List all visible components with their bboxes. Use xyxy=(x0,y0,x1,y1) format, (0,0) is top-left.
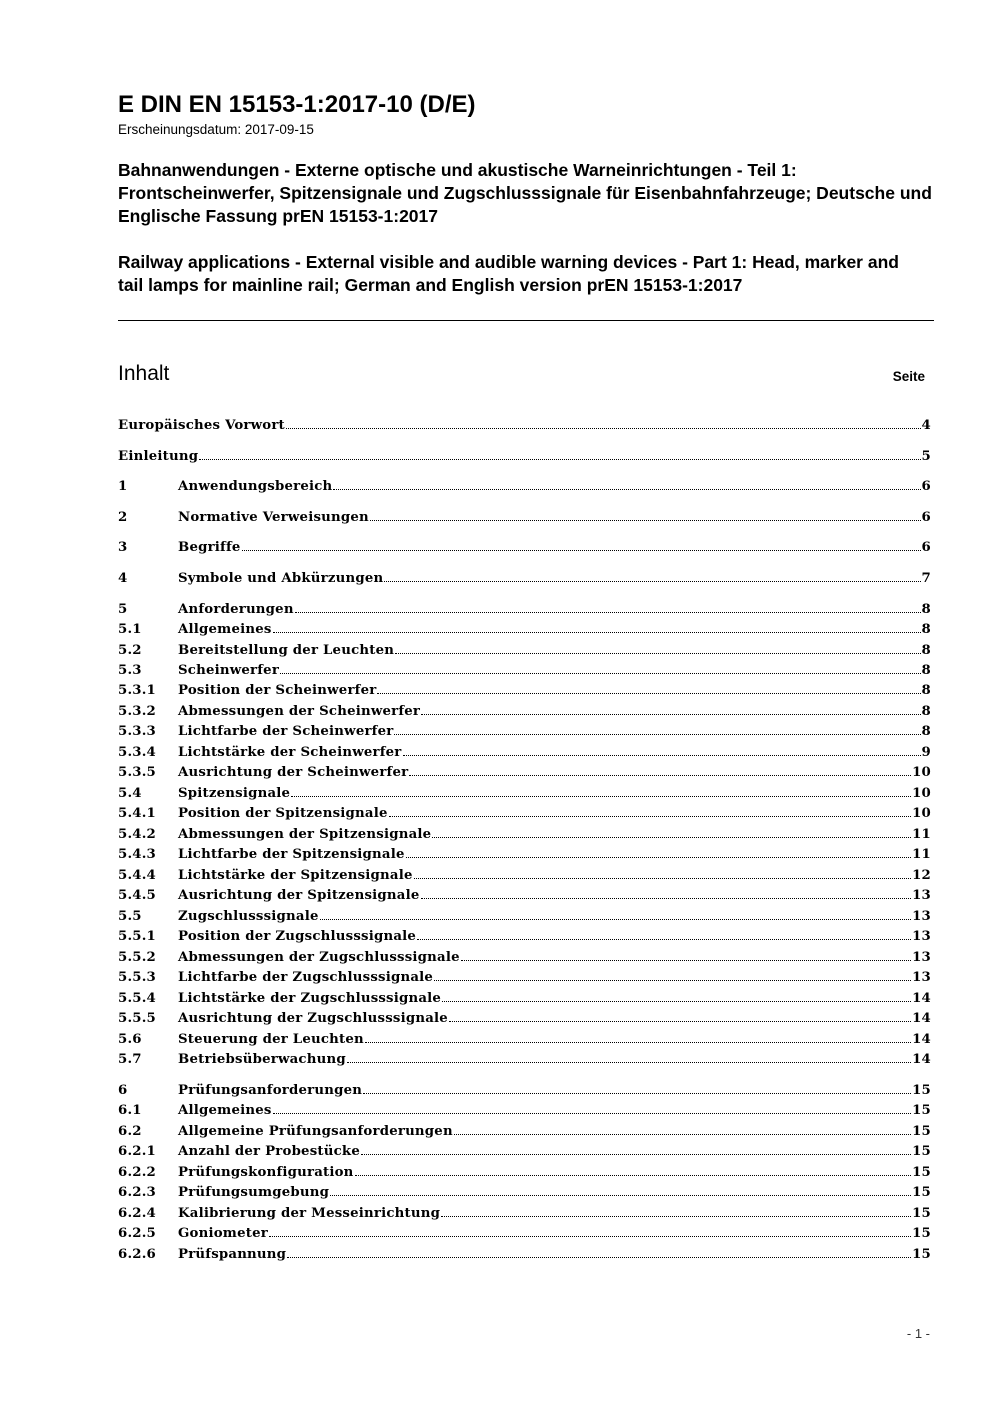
toc-entry-page: 8 xyxy=(921,704,931,719)
toc-entry-title: Abmessungen der Zugschlusssignale xyxy=(178,950,460,965)
toc-entry-number: 6.2.6 xyxy=(118,1247,157,1262)
toc-entry-number: 5.5.4 xyxy=(118,991,157,1006)
toc-entry[interactable] xyxy=(118,866,931,886)
toc-leader-dots xyxy=(280,672,921,674)
toc-entry[interactable] xyxy=(118,600,931,620)
toc-entry-number: 5.6 xyxy=(118,1032,142,1047)
toc-entry-title: Position der Scheinwerfer xyxy=(178,683,377,698)
toc-entry-page: 14 xyxy=(912,1052,931,1067)
toc-entry-number: 5.3.2 xyxy=(118,704,157,719)
toc-entry-title: Lichtstärke der Scheinwerfer xyxy=(178,745,402,760)
toc-entry-number: 5.1 xyxy=(118,622,142,637)
toc-entry-number: 6.2.2 xyxy=(118,1165,157,1180)
toc-entry-number: 4 xyxy=(118,571,128,586)
toc-entry[interactable] xyxy=(118,722,931,742)
toc-entry-number: 5.4.5 xyxy=(118,888,157,903)
toc-entry-page: 4 xyxy=(921,418,931,433)
toc-entry-number: 5.3.1 xyxy=(118,683,157,698)
toc-entry[interactable] xyxy=(118,825,931,845)
toc-entry-page: 14 xyxy=(912,991,931,1006)
publication-date: Erscheinungsdatum: 2017-09-15 xyxy=(118,122,314,137)
toc-entry-number: 6.2.4 xyxy=(118,1206,157,1221)
toc-entry[interactable] xyxy=(118,1204,931,1224)
toc-leader-dots xyxy=(406,856,911,858)
toc-entry-title: Prüfungsanforderungen xyxy=(178,1083,363,1098)
toc-entry-number: 5.4.1 xyxy=(118,806,157,821)
toc-entry-number: 6.2.5 xyxy=(118,1226,157,1241)
toc-entry-page: 12 xyxy=(912,868,931,883)
toc-leader-dots xyxy=(199,458,920,460)
toc-entry[interactable] xyxy=(118,1081,931,1101)
toc-entry-title: Spitzensignale xyxy=(178,786,291,801)
toc-entry-page: 6 xyxy=(921,510,931,525)
toc-entry-title: Allgemeine Prüfungsanforderungen xyxy=(178,1124,453,1139)
toc-leader-dots xyxy=(365,1041,911,1043)
toc-entry-number: 5.4.4 xyxy=(118,868,157,883)
toc-entry-number: 5.7 xyxy=(118,1052,142,1067)
toc-entry-title: Scheinwerfer xyxy=(178,663,280,678)
toc-entry[interactable] xyxy=(118,538,931,558)
toc-leader-dots xyxy=(403,754,921,756)
toc-heading: Inhalt xyxy=(118,362,170,385)
toc-entry-number: 5.3.3 xyxy=(118,724,157,739)
toc-entry-page: 8 xyxy=(921,724,931,739)
toc-entry-title: Anzahl der Probestücke xyxy=(178,1144,360,1159)
toc-entry[interactable] xyxy=(118,416,931,436)
toc-leader-dots xyxy=(394,733,920,735)
toc-entry-title: Steuerung der Leuchten xyxy=(178,1032,364,1047)
toc-entry-number: 6.2 xyxy=(118,1124,142,1139)
toc-leader-dots xyxy=(333,488,920,490)
toc-entry[interactable] xyxy=(118,681,931,701)
toc-entry-title: Lichtfarbe der Spitzensignale xyxy=(178,847,405,862)
toc-leader-dots xyxy=(434,979,911,981)
toc-entry-title: Ausrichtung der Scheinwerfer xyxy=(178,765,409,780)
toc-entry-page: 7 xyxy=(921,571,931,586)
toc-entry-number: 5.4.3 xyxy=(118,847,157,862)
toc-entry-title: Zugschlusssignale xyxy=(178,909,319,924)
toc-entry-number: 6 xyxy=(118,1083,128,1098)
toc-entry[interactable] xyxy=(118,1163,931,1183)
toc-entry-page: 13 xyxy=(912,929,931,944)
toc-entry-title: Allgemeines xyxy=(178,1103,272,1118)
toc-entry-page: 15 xyxy=(912,1185,931,1200)
toc-entry-title: Abmessungen der Scheinwerfer xyxy=(178,704,421,719)
toc-leader-dots xyxy=(432,836,911,838)
toc-entry-title: Abmessungen der Spitzensignale xyxy=(178,827,432,842)
toc-entry-page: 15 xyxy=(912,1206,931,1221)
toc-entry[interactable] xyxy=(118,743,931,763)
toc-entry-page: 11 xyxy=(912,827,931,842)
toc-entry-title: Lichtstärke der Zugschlusssignale xyxy=(178,991,442,1006)
toc-entry-number: 6.2.1 xyxy=(118,1144,157,1159)
document-id: E DIN EN 15153-1:2017-10 (D/E) xyxy=(118,91,476,118)
toc-entry[interactable] xyxy=(118,1122,931,1142)
toc-entry-title: Bereitstellung der Leuchten xyxy=(178,643,395,658)
toc-entry[interactable] xyxy=(118,763,931,783)
toc-entry[interactable] xyxy=(118,804,931,824)
toc-entry-number: 5.5.3 xyxy=(118,970,157,985)
toc-leader-dots xyxy=(355,1174,912,1176)
toc-leader-dots xyxy=(442,1000,911,1002)
page-number: - 1 - xyxy=(906,1326,930,1341)
toc-entry-page: 13 xyxy=(912,888,931,903)
toc-entry[interactable] xyxy=(118,1183,931,1203)
toc-entry-title: Anforderungen xyxy=(178,602,294,617)
toc-leader-dots xyxy=(395,652,920,654)
toc-entry-number: 3 xyxy=(118,540,128,555)
toc-entry-title: Symbole und Abkürzungen xyxy=(178,571,384,586)
toc-entry-page: 13 xyxy=(912,909,931,924)
toc-entry-page: 8 xyxy=(921,683,931,698)
toc-entry-page: 8 xyxy=(921,643,931,658)
toc-entry[interactable] xyxy=(118,477,931,497)
toc-entry[interactable] xyxy=(118,1142,931,1162)
toc-leader-dots xyxy=(384,580,920,582)
toc-entry-title: Position der Zugschlusssignale xyxy=(178,929,417,944)
toc-entry-page: 8 xyxy=(921,602,931,617)
table-of-contents xyxy=(118,0,931,1403)
toc-entry[interactable] xyxy=(118,845,931,865)
toc-entry[interactable] xyxy=(118,620,931,640)
toc-entry-title: Goniometer xyxy=(178,1226,268,1241)
toc-entry-number: 5.4 xyxy=(118,786,142,801)
toc-entry-number: 6.1 xyxy=(118,1103,142,1118)
toc-entry-page: 10 xyxy=(912,765,931,780)
toc-entry[interactable] xyxy=(118,948,931,968)
toc-entry-page: 13 xyxy=(912,970,931,985)
toc-entry[interactable] xyxy=(118,641,931,661)
toc-entry-page: 6 xyxy=(921,540,931,555)
toc-entry-number: 2 xyxy=(118,510,128,525)
toc-entry-title: Kalibrierung der Messeinrichtung xyxy=(178,1206,441,1221)
toc-entry-page: 6 xyxy=(921,479,931,494)
toc-entry[interactable] xyxy=(118,886,931,906)
toc-entry-title: Europäisches Vorwort xyxy=(118,418,285,433)
toc-leader-dots xyxy=(414,877,911,879)
toc-entry-page: 15 xyxy=(912,1165,931,1180)
toc-entry-page: 9 xyxy=(921,745,931,760)
toc-entry-page: 10 xyxy=(912,786,931,801)
toc-entry-title: Ausrichtung der Spitzensignale xyxy=(178,888,420,903)
toc-entry-number: 5.5 xyxy=(118,909,142,924)
toc-entry[interactable] xyxy=(118,907,931,927)
toc-leader-dots xyxy=(273,631,921,633)
toc-entry-number: 5 xyxy=(118,602,128,617)
toc-entry[interactable] xyxy=(118,569,931,589)
toc-leader-dots xyxy=(363,1092,911,1094)
toc-entry[interactable] xyxy=(118,927,931,947)
toc-entry[interactable] xyxy=(118,1050,931,1070)
toc-leader-dots xyxy=(242,549,921,551)
toc-entry-page: 5 xyxy=(921,449,931,464)
toc-entry-title: Prüfungskonfiguration xyxy=(178,1165,354,1180)
toc-entry-page: 8 xyxy=(921,622,931,637)
toc-leader-dots xyxy=(269,1235,911,1237)
toc-entry-page: 15 xyxy=(912,1083,931,1098)
toc-leader-dots xyxy=(417,938,911,940)
toc-entry-page: 8 xyxy=(921,663,931,678)
toc-leader-dots xyxy=(454,1133,911,1135)
toc-entry-title: Ausrichtung der Zugschlusssignale xyxy=(178,1011,448,1026)
toc-entry-title: Betriebsüberwachung xyxy=(178,1052,346,1067)
toc-leader-dots xyxy=(377,692,920,694)
toc-entry-page: 14 xyxy=(912,1032,931,1047)
title-english: Railway applications - External visible and audible warning devices - Part 1: Head, marker and tail lamps for mainline rail; German and English version prEN 15153-1:2017 xyxy=(118,252,899,295)
toc-leader-dots xyxy=(389,815,911,817)
toc-entry-page: 15 xyxy=(912,1247,931,1262)
toc-leader-dots xyxy=(409,774,911,776)
toc-entry-number: 5.5.5 xyxy=(118,1011,157,1026)
toc-entry-title: Einleitung xyxy=(118,449,199,464)
toc-leader-dots xyxy=(441,1215,911,1217)
toc-leader-dots xyxy=(361,1153,911,1155)
toc-leader-dots xyxy=(421,713,920,715)
toc-entry-title: Lichtfarbe der Scheinwerfer xyxy=(178,724,394,739)
toc-entry[interactable] xyxy=(118,989,931,1009)
toc-leader-dots xyxy=(370,519,921,521)
toc-entry[interactable] xyxy=(118,1030,931,1050)
toc-entry-page: 13 xyxy=(912,950,931,965)
toc-entry[interactable] xyxy=(118,702,931,722)
toc-entry-title: Prüfungsumgebung xyxy=(178,1185,330,1200)
toc-entry-page: 15 xyxy=(912,1144,931,1159)
toc-entry-number: 5.5.2 xyxy=(118,950,157,965)
toc-entry[interactable] xyxy=(118,1101,931,1121)
toc-entry-page: 15 xyxy=(912,1124,931,1139)
toc-entry-page: 15 xyxy=(912,1226,931,1241)
toc-entry-page: 10 xyxy=(912,806,931,821)
toc-entry-number: 5.5.1 xyxy=(118,929,157,944)
toc-entry[interactable] xyxy=(118,1009,931,1029)
toc-entry-number: 5.3.5 xyxy=(118,765,157,780)
toc-entry-number: 6.2.3 xyxy=(118,1185,157,1200)
toc-leader-dots xyxy=(291,795,911,797)
toc-entry-page: 14 xyxy=(912,1011,931,1026)
toc-entry-number: 5.3.4 xyxy=(118,745,157,760)
toc-leader-dots xyxy=(449,1020,911,1022)
toc-entry-page: 11 xyxy=(912,847,931,862)
toc-leader-dots xyxy=(320,918,911,920)
toc-entry-title: Begriffe xyxy=(178,540,241,555)
toc-entry[interactable] xyxy=(118,447,931,467)
toc-leader-dots xyxy=(330,1194,911,1196)
toc-entry-title: Normative Verweisungen xyxy=(178,510,369,525)
toc-entry-title: Prüfspannung xyxy=(178,1247,287,1262)
toc-entry[interactable] xyxy=(118,968,931,988)
toc-entry-title: Lichtstärke der Spitzensignale xyxy=(178,868,413,883)
title-german: Bahnanwendungen - Externe optische und akustische Warneinrichtungen - Teil 1: Frontscheinwerfer, Spitzensignale und Zugschlusssignale für Eisenbahnfahrzeuge; Deutsche und Englische Fassung prEN 15153-1:2017 xyxy=(118,160,932,226)
toc-entry[interactable] xyxy=(118,508,931,528)
toc-entry-title: Anwendungsbereich xyxy=(178,479,333,494)
toc-leader-dots xyxy=(461,959,911,961)
toc-entry-number: 5.2 xyxy=(118,643,142,658)
toc-leader-dots xyxy=(295,611,921,613)
toc-leader-dots xyxy=(347,1061,911,1063)
toc-entry[interactable] xyxy=(118,1245,931,1265)
toc-entry[interactable] xyxy=(118,784,931,804)
toc-entry-title: Allgemeines xyxy=(178,622,272,637)
toc-leader-dots xyxy=(421,897,912,899)
toc-page-column-label: Seite xyxy=(892,369,925,384)
toc-entry-number: 5.4.2 xyxy=(118,827,157,842)
toc-entry-title: Position der Spitzensignale xyxy=(178,806,388,821)
toc-leader-dots xyxy=(287,1256,911,1258)
toc-leader-dots xyxy=(273,1112,912,1114)
toc-entry-number: 5.3 xyxy=(118,663,142,678)
toc-entry[interactable] xyxy=(118,661,931,681)
toc-entry-page: 15 xyxy=(912,1103,931,1118)
toc-leader-dots xyxy=(286,427,921,429)
toc-entry[interactable] xyxy=(118,1224,931,1244)
toc-entry-title: Lichtfarbe der Zugschlusssignale xyxy=(178,970,434,985)
toc-entry-number: 1 xyxy=(118,479,128,494)
